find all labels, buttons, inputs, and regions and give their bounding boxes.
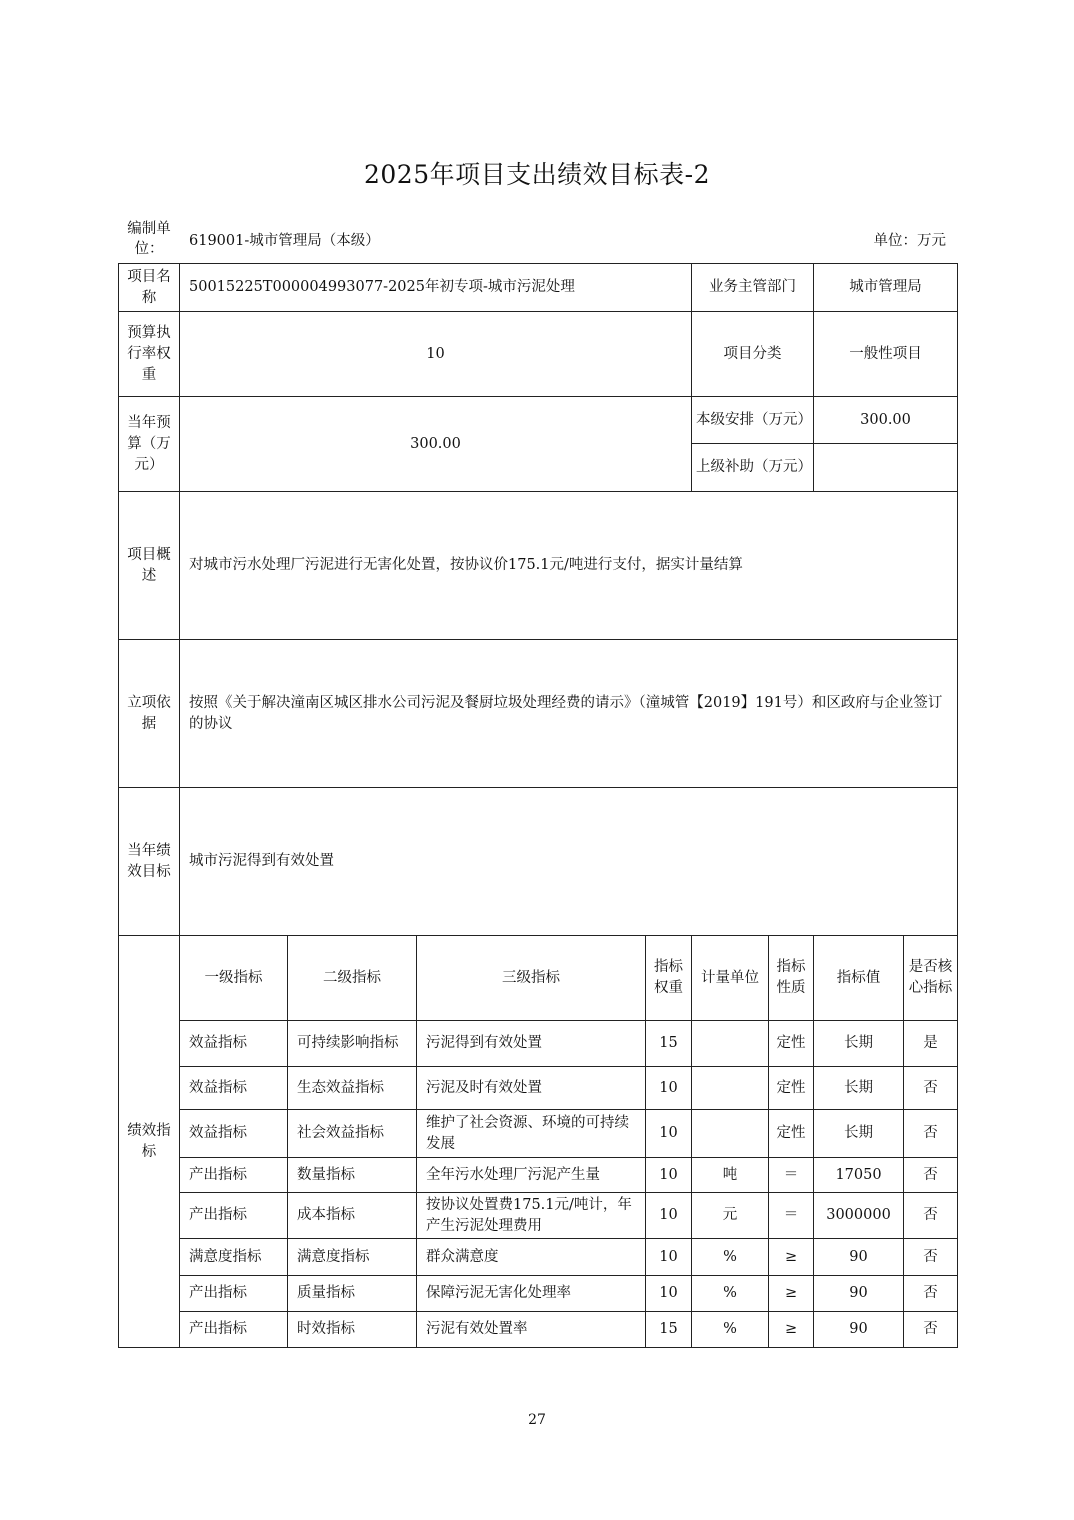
- level1-cell: 产出指标: [180, 1312, 288, 1348]
- unit-cell: [692, 1110, 769, 1158]
- value-cell: 长期: [814, 1067, 904, 1110]
- core-cell: 否: [904, 1158, 958, 1193]
- nature-cell: ≥: [769, 1239, 814, 1276]
- page-number: 27: [528, 1412, 546, 1428]
- level3-cell: 保障污泥无害化处理率: [417, 1276, 646, 1312]
- core-cell: 否: [904, 1312, 958, 1348]
- weight-label: 预算执行率权重: [119, 312, 180, 397]
- upper-funding-label: 上级补助（万元）: [692, 444, 814, 492]
- nature-cell: 定性: [769, 1067, 814, 1110]
- nature-cell: 定性: [769, 1021, 814, 1067]
- header-level3: 三级指标: [417, 936, 646, 1021]
- budget-label: 当年预算（万元）: [119, 397, 180, 492]
- level2-cell: 社会效益指标: [288, 1110, 417, 1158]
- table-row: [119, 1021, 958, 1067]
- overview-value: 对城市污水处理厂污泥进行无害化处置，按协议价175.1元/吨进行支付，据实计量结算: [180, 492, 958, 640]
- core-cell: 否: [904, 1110, 958, 1158]
- header-core: 是否核心指标: [904, 936, 958, 1021]
- weight-cell: 10: [646, 1239, 692, 1276]
- indicators-label: 绩效指标: [119, 936, 180, 1348]
- level1-cell: 产出指标: [180, 1193, 288, 1239]
- weight-cell: 10: [646, 1158, 692, 1193]
- unit-cell: 元: [692, 1193, 769, 1239]
- unit-cell: %: [692, 1276, 769, 1312]
- level2-cell: 成本指标: [288, 1193, 417, 1239]
- dept-label: 业务主管部门: [692, 264, 814, 312]
- level3-cell: 污泥及时有效处置: [417, 1067, 646, 1110]
- weight-cell: 10: [646, 1067, 692, 1110]
- header-value: 指标值: [814, 936, 904, 1021]
- table-row: [119, 1276, 958, 1312]
- budget-value: 300.00: [180, 397, 692, 492]
- core-cell: 否: [904, 1239, 958, 1276]
- nature-cell: ≥: [769, 1276, 814, 1312]
- nature-cell: 定性: [769, 1110, 814, 1158]
- level3-cell: 维护了社会资源、环境的可持续发展: [417, 1110, 646, 1158]
- unit-cell: [692, 1067, 769, 1110]
- level2-cell: 时效指标: [288, 1312, 417, 1348]
- core-cell: 否: [904, 1067, 958, 1110]
- level3-cell: 按协议处置费175.1元/吨计，年产生污泥处理费用: [417, 1193, 646, 1239]
- category-label: 项目分类: [692, 312, 814, 397]
- header-nature: 指标性质: [769, 936, 814, 1021]
- level2-cell: 可持续影响指标: [288, 1021, 417, 1067]
- core-cell: 是: [904, 1021, 958, 1067]
- weight-cell: 10: [646, 1193, 692, 1239]
- core-cell: 否: [904, 1276, 958, 1312]
- value-cell: 90: [814, 1276, 904, 1312]
- weight-cell: 10: [646, 1110, 692, 1158]
- goal-label: 当年绩效目标: [119, 788, 180, 936]
- own-funding-value: 300.00: [814, 397, 958, 444]
- performance-table: [118, 263, 958, 1348]
- weight-cell: 10: [646, 1276, 692, 1312]
- level1-cell: 产出指标: [180, 1276, 288, 1312]
- overview-label: 项目概述: [119, 492, 180, 640]
- page-title: 2025年项目支出绩效目标表-2: [364, 160, 710, 189]
- table-row: [119, 1312, 958, 1348]
- header-unit: 计量单位: [692, 936, 769, 1021]
- nature-cell: ＝: [769, 1158, 814, 1193]
- level1-cell: 效益指标: [180, 1067, 288, 1110]
- level2-cell: 质量指标: [288, 1276, 417, 1312]
- basis-value: 按照《关于解决潼南区城区排水公司污泥及餐厨垃圾处理经费的请示》（潼城管【2019】191号）和区政府与企业签订的协议: [180, 640, 958, 788]
- value-cell: 90: [814, 1239, 904, 1276]
- nature-cell: ≥: [769, 1312, 814, 1348]
- table-row: [119, 1239, 958, 1276]
- project-name-value: 50015225T000004993077-2025年初专项-城市污泥处理: [180, 264, 692, 312]
- value-cell: 90: [814, 1312, 904, 1348]
- level3-cell: 群众满意度: [417, 1239, 646, 1276]
- upper-funding-value: [814, 444, 958, 492]
- value-cell: 3000000: [814, 1193, 904, 1239]
- table-row: [119, 1193, 958, 1239]
- table-row: [119, 1110, 958, 1158]
- header-level2: 二级指标: [288, 936, 417, 1021]
- level3-cell: 污泥得到有效处置: [417, 1021, 646, 1067]
- level1-cell: 满意度指标: [180, 1239, 288, 1276]
- weight-value: 10: [180, 312, 692, 397]
- value-cell: 17050: [814, 1158, 904, 1193]
- goal-value: 城市污泥得到有效处置: [180, 788, 958, 936]
- level3-cell: 全年污水处理厂污泥产生量: [417, 1158, 646, 1193]
- core-cell: 否: [904, 1193, 958, 1239]
- meta-header: [118, 219, 956, 263]
- level2-cell: 数量指标: [288, 1158, 417, 1193]
- unit-label: 编制单位：: [127, 221, 171, 257]
- value-cell: 长期: [814, 1021, 904, 1067]
- nature-cell: ＝: [769, 1193, 814, 1239]
- unit-value: 619001-城市管理局（本级）: [189, 233, 380, 249]
- unit-cell: %: [692, 1239, 769, 1276]
- level1-cell: 产出指标: [180, 1158, 288, 1193]
- level1-cell: 效益指标: [180, 1110, 288, 1158]
- unit-cell: %: [692, 1312, 769, 1348]
- header-weight: 指标权重: [646, 936, 692, 1021]
- unit-cell: [692, 1021, 769, 1067]
- currency-unit: 单位：万元: [873, 233, 946, 249]
- level2-cell: 满意度指标: [288, 1239, 417, 1276]
- weight-cell: 15: [646, 1312, 692, 1348]
- level1-cell: 效益指标: [180, 1021, 288, 1067]
- own-funding-label: 本级安排（万元）: [692, 397, 814, 444]
- unit-cell: 吨: [692, 1158, 769, 1193]
- category-value: 一般性项目: [814, 312, 958, 397]
- header-level1: 一级指标: [180, 936, 288, 1021]
- project-name-label: 项目名称: [119, 264, 180, 312]
- basis-label: 立项依据: [119, 640, 180, 788]
- dept-value: 城市管理局: [814, 264, 958, 312]
- level3-cell: 污泥有效处置率: [417, 1312, 646, 1348]
- level2-cell: 生态效益指标: [288, 1067, 417, 1110]
- table-row: [119, 1158, 958, 1193]
- weight-cell: 15: [646, 1021, 692, 1067]
- table-row: [119, 1067, 958, 1110]
- value-cell: 长期: [814, 1110, 904, 1158]
